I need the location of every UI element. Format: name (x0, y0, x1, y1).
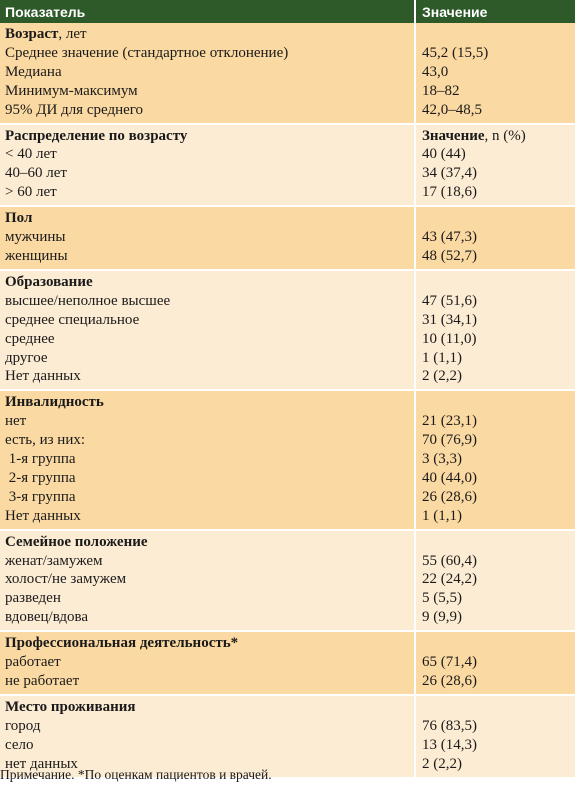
section-title-text: Семейное положение (5, 533, 148, 550)
row-label: нет данных (5, 755, 78, 772)
row-value: 34 (37,4) (422, 165, 477, 182)
row-value: 45,2 (15,5) (422, 44, 489, 61)
section-labels-cell (0, 530, 415, 632)
section-value-header (422, 533, 571, 552)
section-title-suffix: , лет (58, 26, 87, 42)
row-value: 1 (1,1) (422, 349, 462, 366)
section-values-cell (415, 695, 575, 778)
row-label: Нет данных (5, 507, 81, 524)
row-label: 1-я группа (5, 451, 76, 468)
section-values-cell (415, 530, 575, 632)
section-labels-cell (0, 631, 415, 695)
section-labels-cell (0, 23, 415, 124)
row-value: 13 (14,3) (422, 736, 477, 753)
section-values-cell (415, 23, 575, 124)
section-labels-cell (0, 695, 415, 778)
row-value: 21 (23,1) (422, 413, 477, 430)
row-label: холост/не замужем (5, 571, 127, 588)
row-value: 10 (11,0) (422, 330, 477, 347)
section-title (5, 634, 410, 653)
row-value: 26 (28,6) (422, 673, 477, 689)
row-label: Медиана (5, 63, 62, 80)
section-title-text: Инвалидность (5, 394, 104, 411)
section-title-text: Образование (5, 273, 93, 290)
row-value: 40 (44) (422, 146, 466, 163)
row-label: 95% ДИ для среднего (5, 101, 144, 118)
section-values-cell (415, 206, 575, 270)
section-value-header (422, 209, 571, 228)
section-title (5, 127, 410, 146)
row-value: 3 (3,3) (422, 451, 462, 468)
row-value: 17 (18,6) (422, 184, 477, 201)
section-title (5, 533, 410, 552)
row-label: Минимум-максимум (5, 82, 138, 99)
section-value-header (422, 634, 571, 653)
table-section (0, 390, 575, 529)
section-labels-cell (0, 124, 415, 207)
table-section (0, 206, 575, 270)
section-labels-cell (0, 390, 415, 529)
table-footnote: Примечание. *По оценкам пациентов и врачей. (0, 767, 272, 782)
row-label: женщины (5, 247, 68, 264)
row-label: 3-я группа (5, 488, 76, 505)
section-value-header-suffix: , n (%) (484, 127, 526, 144)
row-value: 26 (28,6) (422, 488, 477, 505)
section-value-header (422, 698, 571, 717)
section-title (5, 25, 410, 44)
row-value: 48 (52,7) (422, 247, 477, 264)
table-row (0, 124, 575, 207)
section-title (5, 273, 410, 292)
row-label: > 60 лет (5, 184, 57, 201)
table-header-row (0, 0, 575, 23)
row-label: вдовец/вдова (5, 609, 89, 626)
row-label: 40–60 лет (5, 165, 67, 182)
section-labels-cell (0, 270, 415, 390)
table-row (0, 270, 575, 390)
section-title (5, 209, 410, 228)
table-row (0, 23, 575, 124)
row-label: среднее специальное (5, 311, 140, 328)
section-value-header (422, 127, 571, 146)
table-section (0, 631, 575, 695)
row-label: другое (5, 349, 48, 366)
section-title-text: Профессиональная деятельность* (5, 635, 239, 652)
section-value-header-text: Значение (422, 127, 485, 144)
section-title (5, 698, 410, 717)
row-label: Нет данных (5, 368, 81, 385)
table-section (0, 270, 575, 390)
row-label: разведен (5, 590, 61, 607)
row-label: работает (5, 654, 61, 671)
row-value: 31 (34,1) (422, 311, 477, 328)
row-value: 43 (47,3) (422, 229, 477, 246)
section-title (5, 393, 410, 412)
row-value: 42,0–48,5 (422, 101, 482, 118)
section-value-header (422, 273, 571, 292)
section-title-text: Пол (5, 210, 33, 227)
column-header-value: Значение (415, 0, 575, 23)
table-section (0, 530, 575, 632)
row-value: 76 (83,5) (422, 717, 477, 734)
row-label: Среднее значение (стандартное отклонение) (5, 44, 289, 61)
table-section (0, 695, 575, 778)
section-title-text: Распределение по возрасту (5, 127, 188, 144)
section-title-text: Возраст (5, 26, 59, 42)
table-header (0, 0, 575, 23)
section-value-header (422, 393, 571, 412)
table-row (0, 530, 575, 632)
table-section (0, 124, 575, 207)
column-header-indicator: Показатель (0, 0, 415, 23)
section-values-cell (415, 270, 575, 390)
section-values-cell (415, 631, 575, 695)
row-label: село (5, 736, 34, 753)
section-title-text: Место проживания (5, 698, 136, 715)
row-value: 2 (2,2) (422, 755, 462, 772)
row-value: 18–82 (422, 82, 460, 99)
row-value: 9 (9,9) (422, 609, 462, 626)
row-label: 2-я группа (5, 469, 76, 486)
row-label: нет (5, 413, 27, 430)
row-label: город (5, 717, 41, 734)
row-value: 43,0 (422, 63, 449, 80)
table-section (0, 23, 575, 124)
table-row (0, 695, 575, 778)
row-value: 40 (44,0) (422, 469, 477, 486)
section-value-header (422, 25, 571, 44)
table-row (0, 206, 575, 270)
row-label: есть, из них: (5, 432, 86, 449)
row-label: не работает (5, 673, 80, 689)
table-row (0, 631, 575, 695)
section-values-cell (415, 124, 575, 207)
row-value: 1 (1,1) (422, 507, 462, 524)
section-labels-cell (0, 206, 415, 270)
row-value: 5 (5,5) (422, 590, 462, 607)
row-label: высшее/неполное высшее (5, 292, 171, 309)
section-values-cell (415, 390, 575, 529)
row-label: среднее (5, 330, 55, 347)
table-row (0, 390, 575, 529)
row-value: 70 (76,9) (422, 432, 477, 449)
row-value: 22 (24,2) (422, 571, 477, 588)
row-value: 2 (2,2) (422, 368, 462, 385)
row-label: < 40 лет (5, 146, 57, 163)
row-value: 47 (51,6) (422, 292, 477, 309)
row-value: 55 (60,4) (422, 552, 477, 569)
row-label: мужчины (5, 229, 66, 246)
row-value: 65 (71,4) (422, 654, 477, 671)
row-label: женат/замужем (5, 552, 103, 569)
